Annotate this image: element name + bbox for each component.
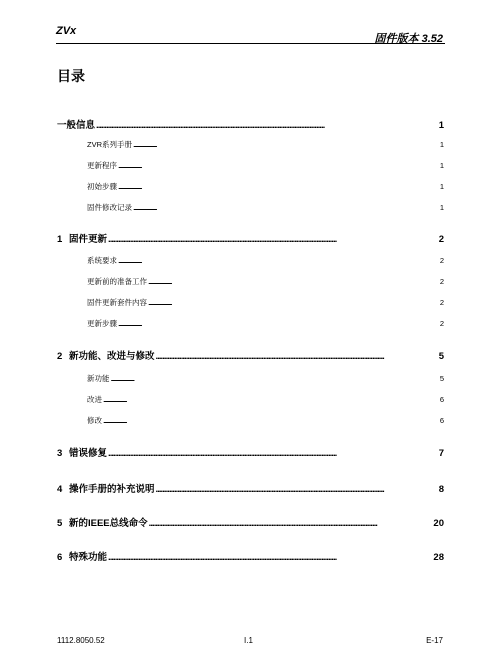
- toc-dot-leader: [148, 298, 439, 307]
- toc-dot-leader: [111, 374, 439, 383]
- toc-section-entry[interactable]: [57, 181, 444, 192]
- page-title: 目录: [57, 68, 85, 84]
- toc-dot-leader: [103, 416, 439, 425]
- header-firmware-version: 固件版本 3.52: [374, 33, 443, 45]
- footer-document-number: 1112.8050.52: [57, 636, 105, 645]
- toc-entry-label: 修改: [87, 416, 102, 425]
- toc-section-entry[interactable]: [57, 202, 444, 213]
- toc-section-entry[interactable]: [57, 255, 444, 266]
- toc-dot-leader: [118, 319, 439, 328]
- toc-entry-number: 2: [57, 351, 63, 362]
- toc-dot-leader: [156, 484, 438, 495]
- toc-dot-leader: [118, 182, 439, 191]
- footer-page-number: E-17: [426, 636, 443, 645]
- toc-entry-label: 更新步骤: [87, 319, 117, 328]
- toc-section-entry[interactable]: [57, 415, 444, 426]
- toc-entry-label: 固件更新: [69, 234, 108, 245]
- toc-dot-leader: [103, 395, 439, 404]
- toc-entry-number: 5: [57, 518, 63, 529]
- toc-page-number: 2: [438, 234, 444, 245]
- header-product-name: ZVx: [56, 25, 77, 37]
- toc-page-number: 1: [439, 182, 444, 191]
- toc-chapter-entry[interactable]: [57, 515, 444, 529]
- toc-entry-label: 更新程序: [87, 161, 117, 170]
- toc-dot-leader: [156, 351, 438, 362]
- toc-entry-number: 6: [57, 552, 63, 563]
- toc-entry-label: 新功能、改进与修改: [69, 351, 155, 362]
- toc-section-entry[interactable]: [57, 276, 444, 287]
- header-divider: [56, 43, 445, 44]
- toc-entry-number: 3: [57, 448, 63, 459]
- toc-entry-label: 改进: [87, 395, 102, 404]
- toc-page-number: 8: [438, 484, 444, 495]
- toc-entry-label: 初始步骤: [87, 182, 117, 191]
- toc-page-number: 6: [439, 395, 444, 404]
- toc-page-number: 1: [438, 120, 444, 131]
- toc-entry-number: 1: [57, 234, 63, 245]
- toc-page-number: 1: [439, 140, 444, 149]
- toc-chapter-entry[interactable]: [57, 231, 444, 245]
- toc-dot-leader: [133, 140, 439, 149]
- toc-chapter-entry[interactable]: [57, 481, 444, 495]
- toc-dot-leader: [108, 552, 432, 563]
- toc-dot-leader: [148, 277, 439, 286]
- toc-page-number: 20: [433, 518, 444, 529]
- toc-entry-label: 操作手册的补充说明: [69, 484, 155, 495]
- toc-dot-leader: [118, 256, 439, 265]
- toc-dot-leader: [118, 161, 439, 170]
- toc-entry-label: 特殊功能: [69, 552, 108, 563]
- toc-section-entry[interactable]: [57, 318, 444, 329]
- toc-section-entry[interactable]: [57, 373, 444, 384]
- toc-page-number: 2: [439, 256, 444, 265]
- toc-entry-label: ZVR系列手册: [87, 140, 132, 149]
- toc-page-number: 5: [438, 351, 444, 362]
- toc-entry-label: 一般信息: [57, 120, 96, 131]
- toc-entry-label: 新的IEEE总线命令: [69, 518, 148, 529]
- toc-chapter-entry[interactable]: [57, 445, 444, 459]
- toc-chapter-entry[interactable]: [57, 549, 444, 563]
- toc-entry-label: 新功能: [87, 374, 110, 383]
- toc-entry-label: 固件修改记录: [87, 203, 132, 212]
- toc-section-entry[interactable]: [57, 139, 444, 150]
- toc-entry-label: 系统要求: [87, 256, 117, 265]
- toc-chapter-entry[interactable]: [57, 117, 444, 131]
- toc-page-number: 2: [439, 319, 444, 328]
- toc-chapter-entry[interactable]: [57, 348, 444, 362]
- footer-section-page: I.1: [244, 636, 253, 645]
- toc-section-entry[interactable]: [57, 297, 444, 308]
- toc-dot-leader: [108, 234, 438, 245]
- toc-page-number: 28: [433, 552, 444, 563]
- toc-page-number: 5: [439, 374, 444, 383]
- toc-entry-label: 固件更新套件内容: [87, 298, 147, 307]
- toc-page-number: 6: [439, 416, 444, 425]
- toc-dot-leader: [133, 203, 439, 212]
- toc-page-number: 2: [439, 277, 444, 286]
- toc-dot-leader: [108, 448, 438, 459]
- toc-section-entry[interactable]: [57, 394, 444, 405]
- toc-page-number: 2: [439, 298, 444, 307]
- toc-entry-number: 4: [57, 484, 63, 495]
- toc-entry-label: 错误修复: [69, 448, 108, 459]
- toc-page-number: 1: [439, 203, 444, 212]
- toc-dot-leader: [96, 120, 438, 131]
- toc-page-number: 1: [439, 161, 444, 170]
- toc-page-number: 7: [438, 448, 444, 459]
- toc-entry-label: 更新前的准备工作: [87, 277, 147, 286]
- toc-section-entry[interactable]: [57, 160, 444, 171]
- toc-dot-leader: [149, 518, 433, 529]
